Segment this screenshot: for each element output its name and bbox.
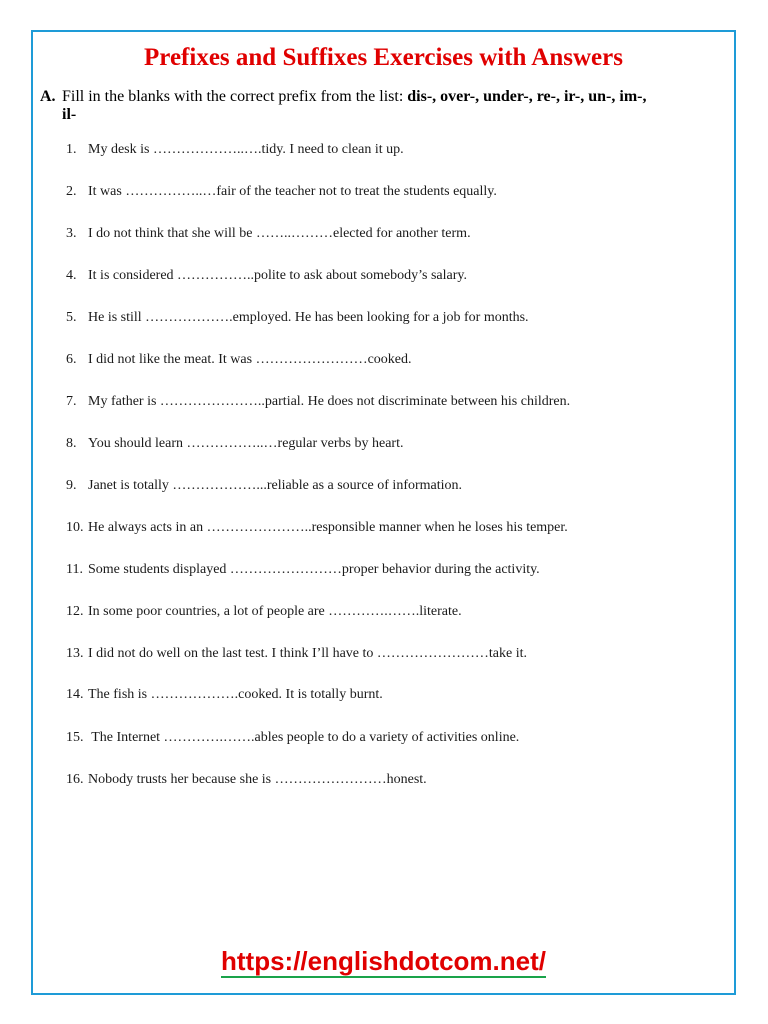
- prefix-list: dis-, over-, under-, re-, ir-, un-, im-,: [407, 88, 647, 105]
- item-text: Some students displayed ……………………proper behavior during the activity.: [88, 562, 540, 577]
- exercise-item: [66, 182, 497, 202]
- item-number: 3.: [66, 226, 77, 241]
- item-number: 14.: [66, 687, 84, 702]
- item-number: 1.: [66, 142, 77, 157]
- item-text: I did not like the meat. It was ……………………cooked.: [88, 352, 412, 367]
- exercise-item: [66, 224, 471, 244]
- item-number: 5.: [66, 310, 77, 325]
- item-text: I did not do well on the last test. I think I’ll have to ……………………take it.: [88, 646, 527, 661]
- item-number: 8.: [66, 436, 77, 451]
- exercise-item: [66, 266, 467, 286]
- item-text: He always acts in an …………………..responsible manner when he loses his temper.: [88, 520, 568, 535]
- page-border: [31, 30, 736, 995]
- instruction-text: Fill in the blanks with the correct prefix from the list:: [62, 88, 408, 105]
- exercise-item: [66, 602, 462, 622]
- section-instruction: [40, 88, 730, 124]
- item-number: 13.: [66, 646, 84, 661]
- item-number: 16.: [66, 772, 84, 787]
- exercise-item: [66, 308, 529, 328]
- exercise-item: [66, 685, 383, 705]
- exercise-item: [66, 476, 462, 496]
- item-number: 12.: [66, 604, 84, 619]
- exercise-item: [66, 350, 412, 370]
- item-number: 4.: [66, 268, 77, 283]
- exercise-item: [66, 518, 568, 538]
- exercise-item: [66, 644, 527, 664]
- item-text: The fish is ……………….cooked. It is totally burnt.: [88, 687, 383, 702]
- item-text: My desk is ………………..….tidy. I need to clean it up.: [88, 142, 404, 157]
- item-number: 7.: [66, 394, 77, 409]
- item-number: 2.: [66, 184, 77, 199]
- item-number: 11.: [66, 562, 83, 577]
- prefix-list-continued: il-: [62, 106, 77, 123]
- exercise-item: [66, 770, 427, 790]
- exercise-item: [66, 728, 519, 748]
- exercise-item: [66, 392, 570, 412]
- website-link-text[interactable]: https://englishdotcom.net/: [221, 946, 546, 976]
- page-title: Prefixes and Suffixes Exercises with Answers: [144, 44, 623, 71]
- item-text: My father is …………………..partial. He does not discriminate between his children.: [88, 394, 571, 409]
- exercise-item: [66, 434, 403, 454]
- item-text: Janet is totally ………………...reliable as a source of information.: [88, 478, 463, 493]
- item-text: It was ……………..…fair of the teacher not to treat the students equally.: [88, 184, 497, 199]
- item-text: It is considered ……………..polite to ask about somebody’s salary.: [88, 268, 467, 283]
- item-number: 10.: [66, 520, 84, 535]
- exercise-item: [66, 140, 404, 160]
- item-text: In some poor countries, a lot of people are ………….…….literate.: [88, 604, 462, 619]
- item-text: Nobody trusts her because she is ……………………honest.: [88, 772, 427, 787]
- item-number: 15.: [66, 730, 84, 745]
- item-text: I do not think that she will be ……..………elected for another term.: [88, 226, 471, 241]
- exercise-item: [66, 560, 540, 580]
- website-link[interactable]: [31, 945, 736, 977]
- item-number: 9.: [66, 478, 77, 493]
- item-text: You should learn ……………..…regular verbs by heart.: [88, 436, 404, 451]
- item-text: He is still ……………….employed. He has been looking for a job for months.: [88, 310, 529, 325]
- section-label: A.: [40, 88, 56, 105]
- item-number: 6.: [66, 352, 77, 367]
- item-text: The Internet ………….…….ables people to do a variety of activities online.: [88, 730, 520, 745]
